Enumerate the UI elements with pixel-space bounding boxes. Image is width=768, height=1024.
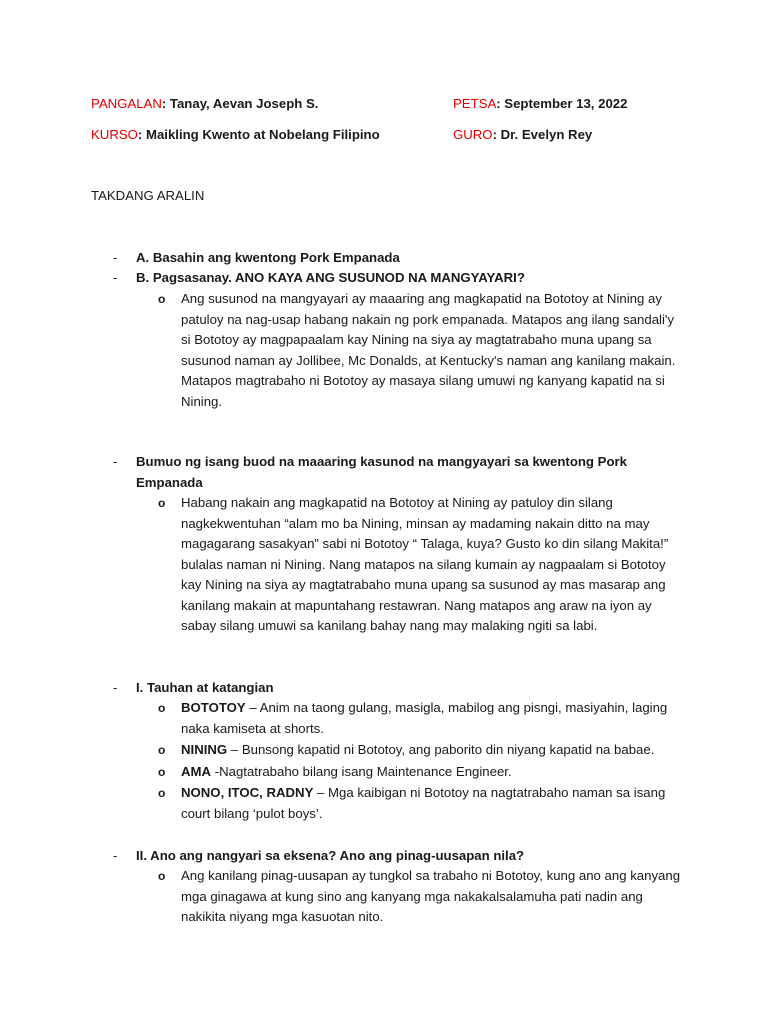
bullet-marker: o bbox=[158, 765, 166, 779]
date-label: PETSA bbox=[453, 96, 497, 111]
bullet-marker: o bbox=[158, 869, 166, 883]
name-label: PANGALAN bbox=[91, 96, 162, 111]
teacher-field bbox=[453, 125, 592, 146]
list-dash: - bbox=[113, 680, 118, 695]
name-value: : Tanay, Aevan Joseph S. bbox=[161, 96, 319, 111]
bullet-marker: o bbox=[158, 496, 166, 510]
character-item bbox=[181, 740, 687, 761]
bullet-marker: o bbox=[158, 292, 166, 306]
character-desc: -Nagtatrabaho bilang isang Maintenance Engineer. bbox=[211, 764, 512, 779]
section-scene-text: Ang kanilang pinag-uusapan ay tungkol sa trabaho ni Bototoy, kung ano ang kanyang mga ginagawa at kung sino ang kanyang mga nakakalsalamuha pati nadin ang nakikita niyang mga kasuotan nito. bbox=[181, 868, 681, 924]
name-field bbox=[91, 94, 318, 115]
section-b-answer: Ang susunod na mangyayari ay maaaring ang magkapatid na Bototoy at Nining ay patuloy na nag-usap habang nakain ng pork empanada. Matapos ang ilang sandali'y si Bototoy ay magpapaalam kay Nining na siya ay magtatrabaho muna upang sa susunod naman ay Jollibee, Mc Donalds, at Kentucky's naman ang kanilang makain. Matapos magtrabaho ni Bototoy ay masaya silang umuwi ng kanyang kapatid na si Nining. bbox=[181, 291, 676, 409]
list-dash: - bbox=[113, 270, 118, 285]
character-item bbox=[181, 783, 687, 824]
character-name: NONO, ITOC, RADNY bbox=[181, 785, 314, 800]
character-desc: – Bunsong kapatid ni Bototoy, ang paborito din niyang kapatid na babae. bbox=[227, 742, 655, 757]
list-dash: - bbox=[113, 848, 118, 863]
teacher-value: : Dr. Evelyn Rey bbox=[492, 127, 593, 142]
course-label: KURSO bbox=[91, 127, 138, 142]
bullet-marker: o bbox=[158, 786, 166, 800]
character-item bbox=[181, 698, 687, 739]
date-value: : September 13, 2022 bbox=[496, 96, 628, 111]
section-b-heading: B. Pagsasanay. ANO KAYA ANG SUSUNOD NA MANGYAYARI? bbox=[136, 270, 525, 285]
bullet-marker: o bbox=[158, 743, 166, 757]
character-name: AMA bbox=[181, 764, 212, 779]
document-title: TAKDANG ARALIN bbox=[91, 188, 205, 203]
section-a-heading: A. Basahin ang kwentong Pork Empanada bbox=[136, 250, 400, 265]
list-dash: - bbox=[113, 250, 118, 265]
section-characters-heading: I. Tauhan at katangian bbox=[136, 680, 274, 695]
character-name: BOTOTOY bbox=[181, 700, 246, 715]
character-desc: – Anim na taong gulang, masigla, mabilog ang pisngi, masiyahin, laging naka kamiseta at shorts. bbox=[181, 700, 668, 736]
character-name: NINING bbox=[181, 742, 228, 757]
section-summary-heading: Bumuo ng isang buod na maaaring kasunod na mangyayari sa kwentong Pork Empanada bbox=[136, 454, 627, 490]
date-field bbox=[453, 94, 627, 115]
bullet-marker: o bbox=[158, 701, 166, 715]
section-summary-text: Habang nakain ang magkapatid na Bototoy at Nining ay patuloy din silang nagkekwentuhan “alam mo ba Nining, minsan ay madaming nakain ditto na may magagarang sasakyan” sabi ni Bototoy “ Talaga, kuya? Gusto ko din silang Makita!” bulalas naman ni Nining. Nang matapos na silang kumain ay nagpaalam si Bototoy kay Nining na siya ay magtatrabaho muna upang sa susunod ay mas masarap ang kanilang makain at mapuntahang restawran. Nang matapos ang araw na iyon ay sabay silang umuwi sa kanilang bahay nang may malaking ngiti sa labi. bbox=[181, 495, 669, 633]
character-item bbox=[181, 762, 687, 783]
list-dash: - bbox=[113, 454, 118, 469]
course-field bbox=[91, 125, 380, 146]
character-desc: – Mga kaibigan ni Bototoy na nagtatrabaho naman sa isang court bilang ‘pulot boys’. bbox=[181, 785, 666, 821]
course-value: : Maikling Kwento at Nobelang Filipino bbox=[137, 127, 380, 142]
section-scene-heading: II. Ano ang nangyari sa eksena? Ano ang pinag-uusapan nila? bbox=[136, 848, 525, 863]
teacher-label: GURO bbox=[453, 127, 493, 142]
